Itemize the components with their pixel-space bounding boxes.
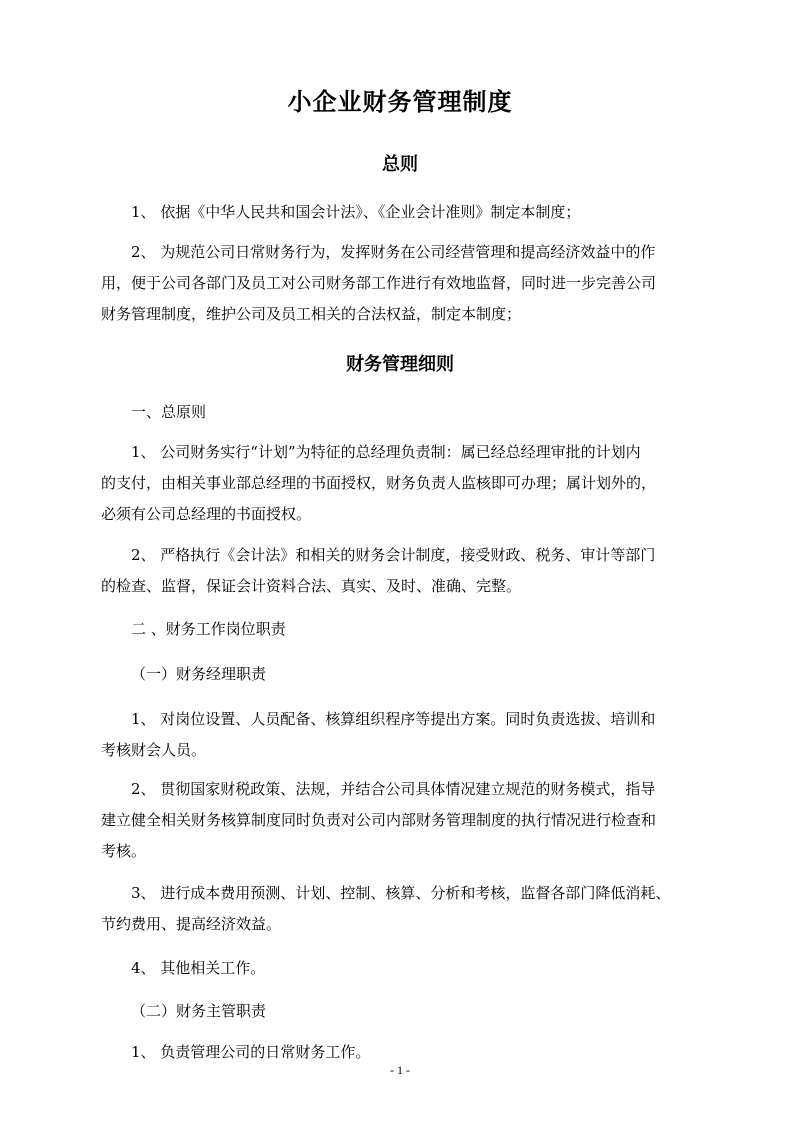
paragraph-manager-duty-4: [131, 953, 731, 984]
paragraph-manager-duty-2: [101, 774, 701, 867]
paragraph-basis: [131, 197, 731, 228]
paragraph-line: 财务管理制度，维护公司及员工相关的合法权益，制定本制度；: [101, 305, 522, 323]
paragraph-line: 4、 其他相关工作。: [131, 959, 266, 977]
paragraph-line: 的支付，由相关事业部总经理的书面授权，财务负责人监核即可办理；属计划外的，: [101, 474, 657, 492]
paragraph-line: 节约费用、提高经济效益。: [101, 915, 282, 933]
paragraph-line: 1、 对岗位设置、人员配备、核算组织程序等提出方案。同时负责选拔、培训和: [131, 710, 656, 728]
paragraph-line: 考核。: [101, 842, 147, 860]
document-title: 小企业财务管理制度: [287, 88, 513, 116]
heading-job-duties: [131, 614, 731, 645]
paragraph-line: 1、 负责管理公司的日常财务工作。: [131, 1043, 371, 1061]
heading-line: 一、总原则: [131, 403, 207, 421]
heading-line: （一）财务经理职责: [131, 665, 267, 683]
paragraph-line: 1、 公司财务实行“计划”为特征的总经理负责制：属已经总经理审批的计划内: [131, 443, 641, 461]
page-number: - 1 -: [390, 1063, 410, 1077]
paragraph-line: 3、 进行成本费用预测、计划、控制、核算、分析和考核，监督各部门降低消耗、: [131, 884, 671, 902]
paragraph-line: 2、 贯彻国家财税政策、法规，并结合公司具体情况建立规范的财务模式，指导: [131, 780, 656, 798]
heading-finance-supervisor: [131, 996, 731, 1027]
paragraph-line: 必须有公司总经理的书面授权。: [101, 505, 312, 523]
paragraph-line: 建立健全相关财务核算制度同时负责对公司内部财务管理制度的执行情况进行检查和: [101, 811, 657, 829]
paragraph-responsibility: [101, 437, 701, 530]
paragraph-line: 2、 为规范公司日常财务行为，发挥财务在公司经营管理和提高经济效益中的作: [131, 243, 656, 261]
paragraph-compliance: [101, 540, 701, 602]
paragraph-line: 的检查、监督，保证会计资料合法、真实、及时、准确、完整。: [101, 577, 522, 595]
heading-general-principle: [131, 397, 731, 428]
paragraph-line: 用，便于公司各部门及员工对公司财务部工作进行有效地监督，同时进一步完善公司: [101, 274, 657, 292]
heading-line: （二）财务主管职责: [131, 1002, 267, 1020]
heading-finance-manager: [131, 659, 731, 690]
paragraph-purpose: [101, 237, 701, 330]
paragraph-line: 考核财会人员。: [101, 741, 207, 759]
section-heading-general: 总则: [382, 154, 418, 175]
heading-line: 二 、财务工作岗位职责: [131, 620, 286, 638]
paragraph-manager-duty-3: [101, 878, 701, 940]
paragraph-line: 1、 依据《中华人民共和国会计法》、《企业会计准则》制定本制度；: [131, 203, 581, 221]
section-heading-detail: 财务管理细则: [346, 354, 454, 375]
paragraph-manager-duty-1: [101, 704, 701, 766]
paragraph-line: 2、 严格执行《会计法》和相关的财务会计制度，接受财政、税务、审计等部门: [131, 546, 656, 564]
